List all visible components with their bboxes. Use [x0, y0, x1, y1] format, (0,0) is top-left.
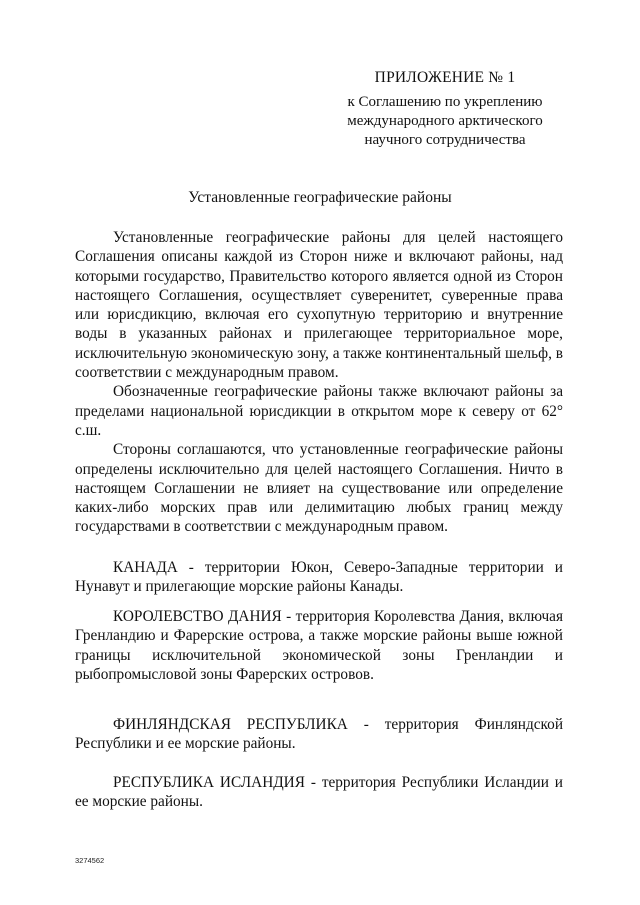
- country-paragraph: ФИНЛЯНДСКАЯ РЕСПУБЛИКА - территория Финляндской Республики и ее морские районы.: [75, 716, 563, 753]
- annex-header: [330, 68, 560, 150]
- country-denmark: [75, 607, 563, 684]
- annex-subtitle-line: международного арктического: [347, 113, 543, 129]
- paragraph: Установленные географические районы для целей настоящего Соглашения описаны каждой из Сторон ниже и включают районы, над которыми государство, Правительство которого является одной из Сторон настоящего Соглашения, осуществляет суверенитет, суверенные права или юрисдикцию, включая его сухопутную территорию и внутренние воды в указанных районах и прилегающее территориальное море, исключительную экономическую зону, а также континентальный шельф, в соответствии с международным правом.: [75, 229, 563, 382]
- section-title: Установленные географические районы: [188, 189, 452, 206]
- country-canada: [75, 558, 563, 597]
- annex-subtitle-line: к Соглашению по укреплению: [347, 94, 543, 110]
- country-paragraph: КАНАДА - территории Юкон, Северо-Западные территории и Нунавут и прилегающие морские районы Канады.: [75, 559, 563, 596]
- paragraph: Обозначенные географические районы также включают районы за пределами национальной юрисдикции в открытом море к северу от 62° с.ш.: [75, 383, 563, 439]
- country-paragraph: КОРОЛЕВСТВО ДАНИЯ - территория Королевства Дания, включая Гренландию и Фарерские острова, а также морские районы выше южной границы исключительной экономической зоны Гренландии и рыбопромысловой зоны Фарерских островов.: [75, 608, 563, 683]
- document-number: 3274562: [75, 856, 105, 865]
- annex-subtitle-line: научного сотрудничества: [364, 132, 526, 148]
- country-paragraph: РЕСПУБЛИКА ИСЛАНДИЯ - территория Республики Исландии и ее морские районы.: [75, 774, 563, 811]
- annex-title: ПРИЛОЖЕНИЕ № 1: [374, 69, 516, 86]
- paragraph: Стороны соглашаются, что установленные географические районы определены исключительно для целей настоящего Соглашения. Ничто в настоящем Соглашении не влияет на существование или определение каких-либо морских прав или делимитацию любых границ между государствами в соответствии с международным правом.: [75, 441, 563, 536]
- intro-text: [75, 228, 563, 537]
- country-iceland: [75, 773, 563, 812]
- country-finland: [75, 715, 563, 754]
